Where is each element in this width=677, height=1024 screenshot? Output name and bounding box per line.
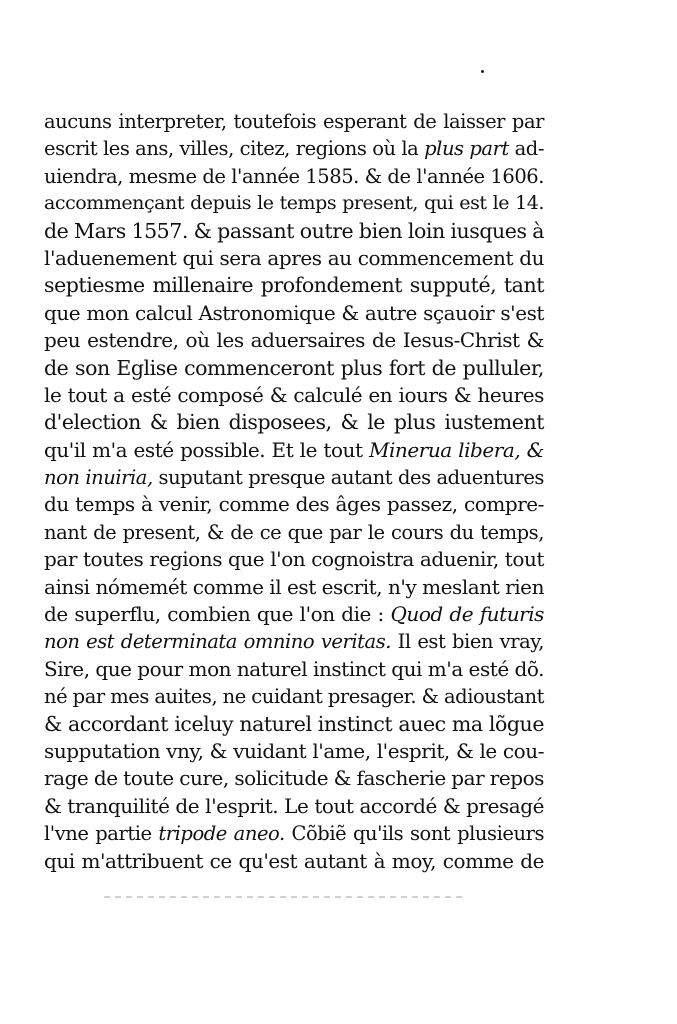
italic-segment: non inuiria, — [44, 466, 153, 490]
italic-segment: Minerua libera, & — [368, 437, 544, 462]
text-segment: rage de toute cure, solicitude & fascherie par repos — [44, 766, 544, 791]
text-line — [44, 574, 544, 601]
text-line — [44, 491, 544, 518]
italic-segment: non est determinata omnino veritas. — [44, 630, 392, 654]
text-segment: le tout a esté composé & calculé en iours & heures — [44, 382, 544, 407]
text-segment: né par mes auites, ne cuidant presager. & adioustant — [44, 685, 544, 709]
text-segment: uiendra, mesme de l'année 1585. & de l'année 1606. — [44, 164, 544, 188]
text-segment: qu'il m'a esté possible. Et le tout — [44, 437, 369, 462]
text-segment: Cõbiẽ qu'ils sont plusieurs — [284, 822, 544, 846]
text-line — [44, 546, 544, 573]
text-segment: d'election & bien disposees, & le plus iustement — [44, 410, 544, 435]
text-line — [44, 190, 544, 217]
italic-segment: tripode aneo. — [158, 822, 285, 846]
text-segment: par toutes regions que l'on cognoistra aduenir, tout — [44, 547, 544, 572]
text-segment: ainsi nómemét comme il est escrit, n'y meslant rien — [44, 574, 544, 599]
text-segment: l'vne partie — [44, 822, 159, 846]
text-line — [44, 272, 544, 299]
text-segment: du temps à venir, comme des âges passez, compre- — [44, 492, 544, 517]
text-line — [44, 135, 544, 162]
text-line — [44, 245, 544, 272]
text-segment: supputation vny, & vuidant l'ame, l'esprit, & le cou- — [44, 738, 544, 763]
text-line — [44, 519, 544, 546]
body-text — [44, 108, 544, 875]
text-line — [44, 218, 544, 245]
text-segment: nant de present, & de ce que par le cours du temps, — [44, 520, 544, 544]
italic-segment: plus part — [424, 137, 509, 161]
text-segment: peu estendre, où les aduersaires de Iesus-Christ & — [44, 328, 544, 353]
text-segment: ad- — [508, 137, 544, 161]
text-line — [44, 409, 544, 436]
text-line — [44, 327, 544, 354]
text-segment: Sire, que pour mon naturel instinct qui m'a esté dõ. — [44, 656, 544, 681]
text-line — [44, 848, 544, 875]
text-line — [44, 711, 544, 738]
text-segment: Il est bien vray, — [391, 630, 544, 654]
text-segment: qui m'attribuent ce qu'est autant à moy, comme de — [44, 848, 544, 873]
text-line — [44, 738, 544, 765]
text-segment: l'aduenement qui sera apres au commencement du — [44, 245, 544, 270]
text-line — [44, 108, 544, 135]
text-segment: & accordant iceluy naturel instinct auec ma lõgue — [44, 711, 544, 736]
text-line — [44, 683, 544, 710]
text-segment: de superflu, combien que l'on die : — [44, 602, 391, 627]
text-line — [44, 765, 544, 792]
text-segment: septiesme millenaire profondement supputé, tant — [44, 273, 544, 298]
bleed-through-line — [104, 896, 464, 898]
text-segment: aucuns interpreter, toutefois esperant de laisser par — [44, 110, 544, 133]
text-line — [44, 300, 544, 327]
text-segment: de Mars 1557. & passant outre bien loin iusques à — [44, 218, 544, 243]
text-line — [44, 437, 544, 464]
text-line — [44, 163, 544, 190]
text-line — [44, 820, 544, 847]
text-line — [44, 793, 544, 820]
text-segment: & tranquilité de l'esprit. Le tout accordé & presagé — [44, 793, 544, 818]
text-line — [44, 628, 544, 655]
text-line — [44, 601, 544, 628]
text-segment: suputant presque autant des aduentures — [152, 466, 544, 490]
text-segment: de son Eglise commenceront plus fort de pulluler, — [44, 355, 544, 380]
text-line — [44, 382, 544, 409]
text-line — [44, 464, 544, 491]
text-line — [44, 656, 544, 683]
text-segment: accommençant depuis le temps present, qui est le 14. — [44, 192, 544, 215]
ink-speck — [481, 70, 484, 73]
italic-segment: Quod de futuris — [390, 602, 544, 627]
text-line — [44, 355, 544, 382]
text-segment: que mon calcul Astronomique & autre sçauoir s'est — [44, 300, 544, 325]
text-segment: escrit les ans, villes, citez, regions où la — [44, 137, 425, 161]
